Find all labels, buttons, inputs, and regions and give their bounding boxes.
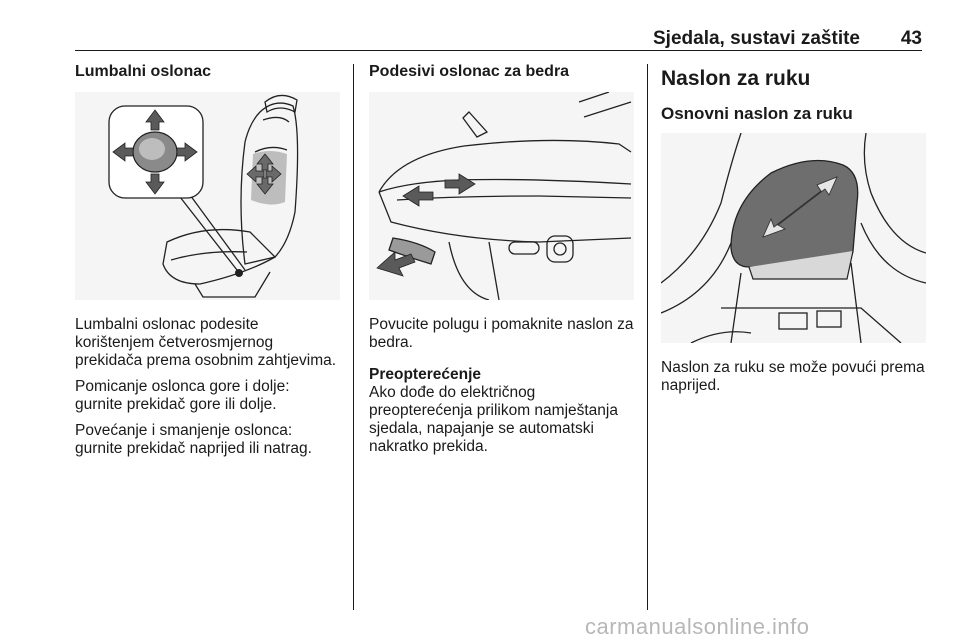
thigh-support-illustration xyxy=(369,92,634,300)
subheading-basic-armrest: Osnovni naslon za ruku xyxy=(661,104,853,123)
section-heading-lumbar: Lumbalni oslonac xyxy=(75,63,212,80)
paragraph-lumbar-3: Povećanje i smanjenje oslonca: gurnite prekidač naprijed ili natrag. xyxy=(75,422,312,457)
paragraph-lumbar-1: Lumbalni oslonac podesite korištenjem četverosmjernog prekidača prema osobnim zahtjevima. xyxy=(75,316,337,369)
column-divider-1 xyxy=(353,64,354,610)
warning-text-overload: Ako dođe do električnog preopterećenja prilikom namještanja sjedala, napajanje se automatski nakratko prekida. xyxy=(369,384,618,455)
lumbar-switch-illustration xyxy=(75,92,340,300)
column-lumbar-support xyxy=(75,62,340,458)
header-rule xyxy=(75,50,922,51)
page-header-title: Sjedala, sustavi zaštite xyxy=(653,28,860,49)
page-number: 43 xyxy=(900,28,922,49)
column-divider-2 xyxy=(647,64,648,610)
watermark-text: carmanualsonline.info xyxy=(585,614,810,639)
warning-heading-overload: Preopterećenje xyxy=(369,366,481,383)
column-thigh-support xyxy=(369,62,634,456)
section-heading-thigh: Podesivi oslonac za bedra xyxy=(369,63,570,80)
paragraph-thigh-1: Povucite polugu i pomaknite naslon za bedra. xyxy=(369,316,634,351)
column-armrest xyxy=(661,62,926,395)
paragraph-lumbar-2: Pomicanje oslonca gore i dolje: gurnite prekidač gore ili dolje. xyxy=(75,378,290,413)
armrest-illustration xyxy=(661,133,926,343)
section-heading-armrest: Naslon za ruku xyxy=(661,67,811,90)
paragraph-armrest-1: Naslon za ruku se može povući prema naprijed. xyxy=(661,359,925,394)
